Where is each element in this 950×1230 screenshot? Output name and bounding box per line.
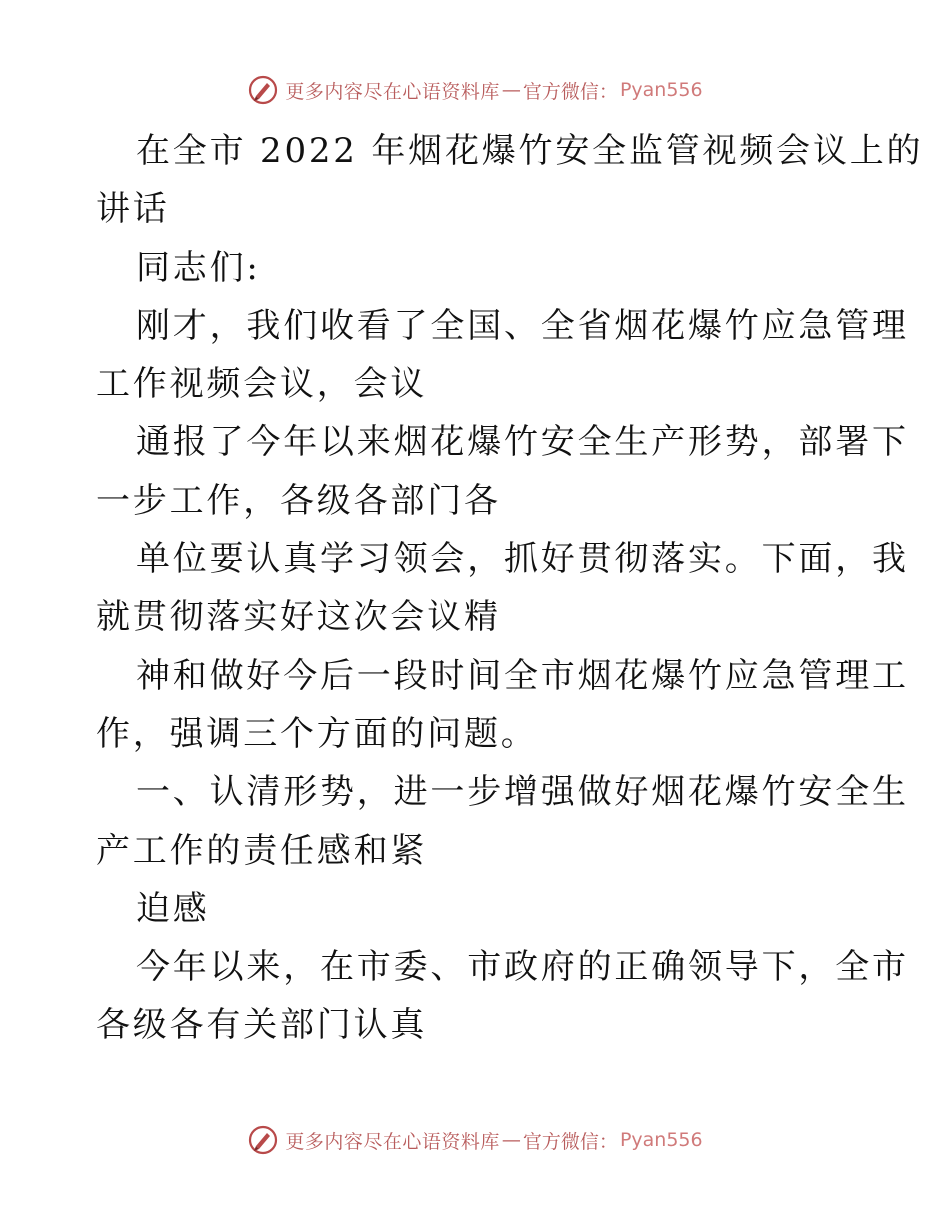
watermark-brand: 更多内容尽在心语资料库	[285, 80, 500, 103]
watermark-brand: 更多内容尽在心语资料库	[285, 1130, 500, 1153]
body-line: 刚才，我们收看了全国、全省烟花爆竹应急管理	[136, 305, 909, 346]
body-line: 工作视频会议，会议	[96, 364, 428, 405]
body-line: 今年以来，在市委、市政府的正确领导下，全市	[136, 947, 909, 988]
body-line: 一、认清形势，进一步增强做好烟花爆竹安全生	[136, 772, 909, 813]
body-line: 一步工作，各级各部门各	[96, 480, 501, 521]
footer-watermark	[0, 1122, 950, 1158]
body-line: 同志们:	[136, 247, 261, 288]
document-body	[96, 122, 924, 1055]
watermark-wechat-label: 官方微信：	[522, 80, 618, 103]
watermark-wechat-label: 官方微信：	[522, 1130, 618, 1153]
header-watermark	[0, 72, 950, 108]
body-line: 在全市 2022 年烟花爆竹安全监管视频会议上的	[136, 131, 924, 171]
body-line: 讲话	[96, 189, 170, 230]
watermark-wechat-id: Pyan556	[619, 79, 703, 101]
body-line: 各级各有关部门认真	[96, 1005, 428, 1046]
body-line: 神和做好今后一段时间全市烟花爆竹应急管理工	[136, 655, 909, 696]
body-line: 迫感	[136, 888, 210, 929]
watermark-wechat-id: Pyan556	[619, 1129, 703, 1151]
watermark-dash: —	[501, 1129, 521, 1151]
body-line: 通报了今年以来烟花爆竹安全生产形势，部署下	[136, 422, 909, 463]
brand-logo-icon	[247, 74, 279, 106]
body-line: 作，强调三个方面的问题。	[96, 713, 538, 754]
brand-logo-icon	[247, 1124, 279, 1156]
watermark-dash: —	[501, 79, 521, 101]
body-line: 单位要认真学习领会，抓好贯彻落实。下面，我	[136, 539, 909, 580]
body-line: 就贯彻落实好这次会议精	[96, 597, 501, 638]
body-line: 产工作的责任感和紧	[96, 830, 428, 871]
